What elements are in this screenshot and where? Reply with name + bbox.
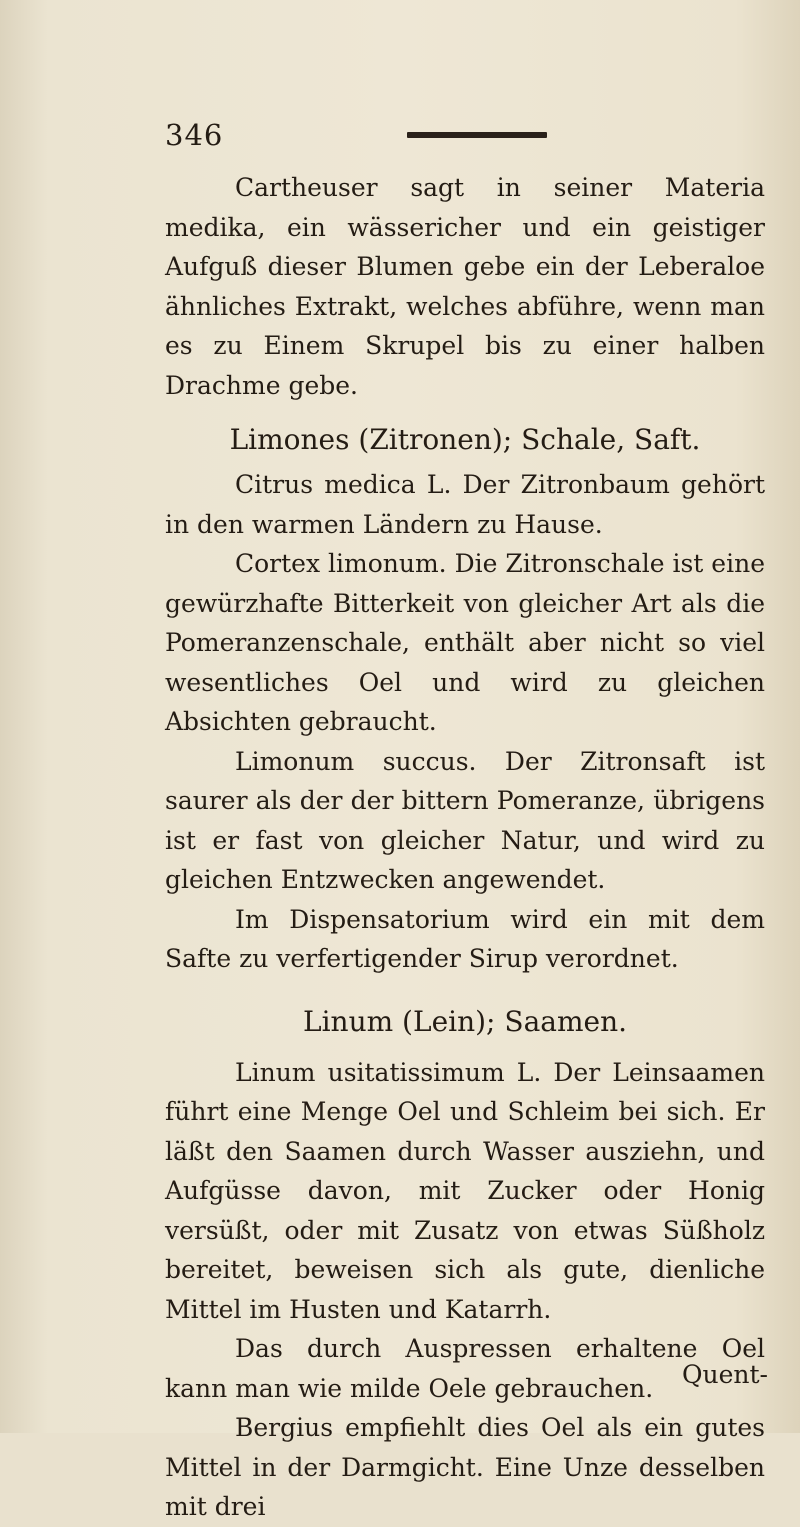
paragraph-citrus-medica: Citrus medica L. Der Zitronbaum gehört in den warmen Ländern zu Hause. bbox=[165, 470, 765, 539]
paragraph-bergius: Bergius empfiehlt dies Oel als ein gutes Mittel in der Darmgicht. Eine Unze desselben mit drei bbox=[165, 1413, 765, 1521]
paragraph-limonum-succus: Limonum succus. Der Zitronsaft ist saurer als der der bittern Pomeranze, übrigens ist er fast von gleicher Natur, und wird zu gleichen Entzwecken angewendet. bbox=[165, 746, 765, 894]
header-rule bbox=[407, 132, 547, 138]
heading-linum: Linum (Lein); Saamen. bbox=[302, 1004, 628, 1038]
running-head bbox=[165, 118, 725, 158]
paragraph-linum-usitatissimum: Linum usitatissimum L. Der Leinsaamen führt eine Menge Oel und Schleim bei sich. Er läßt den Saamen durch Wasser ausziehn, und Aufgüsse davon, mit Zucker oder Honig versüßt, oder mit Zusatz von etwas Süßholz bereitet, beweisen sich als gute, dienliche Mittel im Husten und Katarrh. bbox=[165, 1057, 765, 1324]
paragraph-cortex-limonum: Cortex limonum. Die Zitronschale ist eine gewürzhafte Bitterkeit von gleicher Art als die Pomeranzenschale, enthält aber nicht so viel wesentliches Oel und wird zu gleichen Absichten gebraucht. bbox=[165, 549, 765, 736]
paragraph-dispensatorium: Im Dispensatorium wird ein mit dem Safte zu verfertigender Sirup verordnet. bbox=[165, 904, 765, 973]
paragraph-oel: Das durch Auspressen erhaltene Oel kann man wie milde Oele gebrauchen. bbox=[165, 1334, 765, 1403]
catchword: Quent- bbox=[682, 1360, 768, 1389]
heading-limones: Limones (Zitronen); Schale, Saft. bbox=[229, 423, 701, 456]
body-text bbox=[165, 168, 765, 1527]
page-number: 346 bbox=[165, 118, 224, 152]
paragraph-cartheuser: Cartheuser sagt in seiner Materia medika, ein wässericher und ein geistiger Aufguß dieser Blumen gebe ein der Leberaloe ähnliches Extrakt, welches abführe, wenn man es zu Einem Skrupel bis zu einer halben Drachme gebe. bbox=[165, 173, 765, 400]
